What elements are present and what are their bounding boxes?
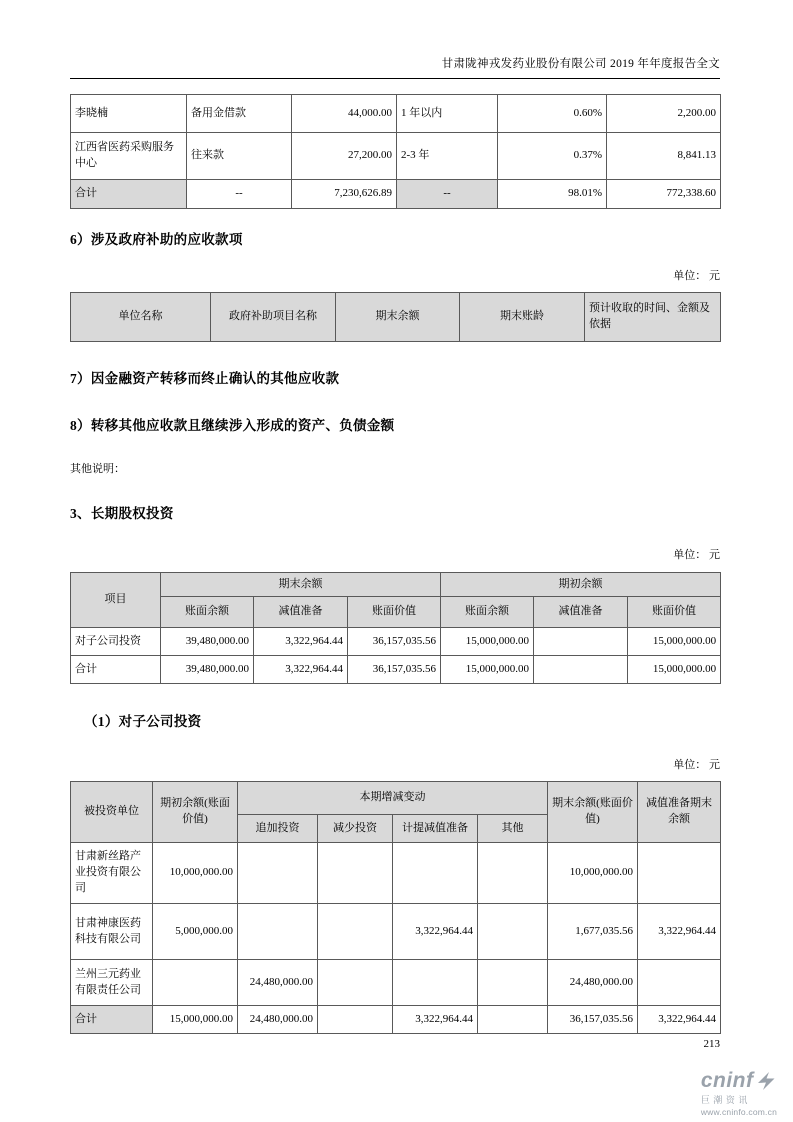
table-cell: 15,000,000.00	[441, 628, 534, 656]
header-row	[71, 293, 721, 342]
table-cell	[238, 904, 318, 960]
header-rule	[70, 78, 720, 79]
table-cell	[153, 960, 238, 1006]
header-investee: 被投资单位	[71, 782, 153, 843]
header-unit-name: 单位名称	[71, 293, 211, 342]
cell-investee-name: 甘肃新丝路产业投资有限公司	[71, 843, 153, 904]
subheader-row	[71, 597, 721, 628]
cninfo-chinese-name: 巨潮资讯	[700, 1095, 751, 1105]
table-row	[71, 843, 721, 904]
long-term-equity-table	[70, 572, 721, 684]
header-impairment: 减值准备	[254, 597, 348, 628]
subsidiary-section-title: （1）对子公司投资	[84, 714, 202, 729]
table-cell: 3,322,964.44	[393, 904, 478, 960]
table-cell: 36,157,035.56	[548, 1006, 638, 1034]
header-additional-investment: 追加投资	[238, 815, 318, 843]
table-cell: 36,157,035.56	[348, 656, 441, 684]
table-cell	[534, 628, 628, 656]
table-cell	[393, 960, 478, 1006]
cell-investee-name: 甘肃神康医药科技有限公司	[71, 904, 153, 960]
cninfo-url: www.cninfo.com.cn	[700, 1107, 777, 1117]
table-cell	[318, 960, 393, 1006]
table-row	[71, 628, 721, 656]
unit-label: 单位： 元	[673, 759, 720, 771]
cell-ratio: 0.37%	[498, 133, 607, 180]
cell-item: 对子公司投资	[71, 628, 161, 656]
table-cell: 10,000,000.00	[153, 843, 238, 904]
header-ending-aging: 期末账龄	[460, 293, 585, 342]
table-cell: 15,000,000.00	[628, 628, 721, 656]
cell-provision: 8,841.13	[607, 133, 721, 180]
table-cell: 3,322,964.44	[638, 1006, 721, 1034]
table-cell	[478, 843, 548, 904]
table-cell	[638, 843, 721, 904]
cell-debtor-name: 李晓楠	[71, 95, 187, 133]
table-cell	[393, 843, 478, 904]
header-book-value: 账面价值	[348, 597, 441, 628]
section-3-title: 3、长期股权投资	[70, 506, 174, 521]
table-cell	[238, 843, 318, 904]
table-cell	[318, 1006, 393, 1034]
document-header	[70, 0, 720, 71]
subsidiary-investment-table	[70, 781, 721, 1034]
table-cell: 24,480,000.00	[238, 1006, 318, 1034]
total-row	[71, 180, 721, 209]
table-cell	[638, 960, 721, 1006]
header-period-end-group: 期末余额	[161, 573, 441, 597]
cell-investee-name: 兰州三元药业有限责任公司	[71, 960, 153, 1006]
table-cell	[534, 656, 628, 684]
table-cell	[318, 904, 393, 960]
header-book-value: 账面价值	[628, 597, 721, 628]
cell-nature: 备用金借款	[187, 95, 292, 133]
cell-total-label: 合计	[71, 180, 187, 209]
total-row	[71, 1006, 721, 1034]
section-8-title: 8）转移其他应收款且继续涉入形成的资产、负债金额	[70, 418, 395, 433]
table-cell: 24,480,000.00	[238, 960, 318, 1006]
table-cell: 39,480,000.00	[161, 628, 254, 656]
table-cell: 15,000,000.00	[153, 1006, 238, 1034]
table-row	[71, 904, 721, 960]
header-period-begin-group: 期初余额	[441, 573, 721, 597]
table-cell: 3,322,964.44	[254, 628, 348, 656]
lightning-slash-icon	[756, 1072, 776, 1090]
table-cell: 1,677,035.56	[548, 904, 638, 960]
cell-nature: 往来款	[187, 133, 292, 180]
unit-label: 单位： 元	[673, 549, 720, 561]
header-item: 项目	[71, 573, 161, 628]
header-impairment: 减值准备	[534, 597, 628, 628]
table-cell: 24,480,000.00	[548, 960, 638, 1006]
other-note: 其他说明：	[70, 463, 125, 475]
table-cell: 36,157,035.56	[348, 628, 441, 656]
header-expected-collection: 预计收取的时间、金额及依据	[585, 293, 721, 342]
total-row	[71, 656, 721, 684]
table-cell	[478, 960, 548, 1006]
cninfo-brand-text: cninf	[700, 1069, 754, 1092]
cell-ratio: 98.01%	[498, 180, 607, 209]
header-change-group: 本期增减变动	[238, 782, 548, 815]
table-cell	[478, 1006, 548, 1034]
table-cell: 39,480,000.00	[161, 656, 254, 684]
header-impairment-end: 减值准备期末余额	[638, 782, 721, 843]
cell-balance: 7,230,626.89	[292, 180, 397, 209]
table-row	[71, 95, 721, 133]
header-grant-project: 政府补助项目名称	[211, 293, 336, 342]
table-row	[71, 960, 721, 1006]
table-cell	[318, 843, 393, 904]
section-7-title: 7）因金融资产转移而终止确认的其他应收款	[70, 371, 340, 386]
report-title: 甘肃陇神戎发药业股份有限公司 2019 年年度报告全文	[441, 58, 720, 70]
cell-balance: 27,200.00	[292, 133, 397, 180]
page-number: 213	[703, 1038, 720, 1050]
cell-debtor-name: 江西省医药采购服务中心	[71, 133, 187, 180]
cell-total-label: 合计	[71, 656, 161, 684]
table-cell: 3,322,964.44	[254, 656, 348, 684]
table-cell: 5,000,000.00	[153, 904, 238, 960]
section-6-title: 6）涉及政府补助的应收款项	[70, 232, 243, 247]
header-other: 其他	[478, 815, 548, 843]
cell-provision: 772,338.60	[607, 180, 721, 209]
header-row	[71, 782, 721, 815]
table-cell: 10,000,000.00	[548, 843, 638, 904]
other-receivables-continued-table	[70, 94, 721, 209]
cninfo-brand-row	[701, 1070, 777, 1091]
government-grant-receivables-table	[70, 292, 721, 342]
table-cell: 15,000,000.00	[628, 656, 721, 684]
cell-nature: --	[187, 180, 292, 209]
table-cell: 3,322,964.44	[393, 1006, 478, 1034]
cell-aging: --	[397, 180, 498, 209]
cell-total-label: 合计	[71, 1006, 153, 1034]
cell-provision: 2,200.00	[607, 95, 721, 133]
cell-ratio: 0.60%	[498, 95, 607, 133]
header-ending-balance: 期末余额	[336, 293, 460, 342]
cell-aging: 2-3 年	[397, 133, 498, 180]
unit-label: 单位： 元	[673, 270, 720, 282]
cninfo-logo	[701, 1070, 777, 1117]
cell-balance: 44,000.00	[292, 95, 397, 133]
header-book-balance: 账面余额	[161, 597, 254, 628]
header-row	[71, 573, 721, 597]
table-cell	[478, 904, 548, 960]
header-book-balance: 账面余额	[441, 597, 534, 628]
table-cell: 15,000,000.00	[441, 656, 534, 684]
header-end-balance: 期末余额(账面价值)	[548, 782, 638, 843]
cell-aging: 1 年以内	[397, 95, 498, 133]
header-begin-balance: 期初余额(账面价值)	[153, 782, 238, 843]
header-impairment-provision: 计提减值准备	[393, 815, 478, 843]
table-row	[71, 133, 721, 180]
header-reduced-investment: 减少投资	[318, 815, 393, 843]
table-cell: 3,322,964.44	[638, 904, 721, 960]
